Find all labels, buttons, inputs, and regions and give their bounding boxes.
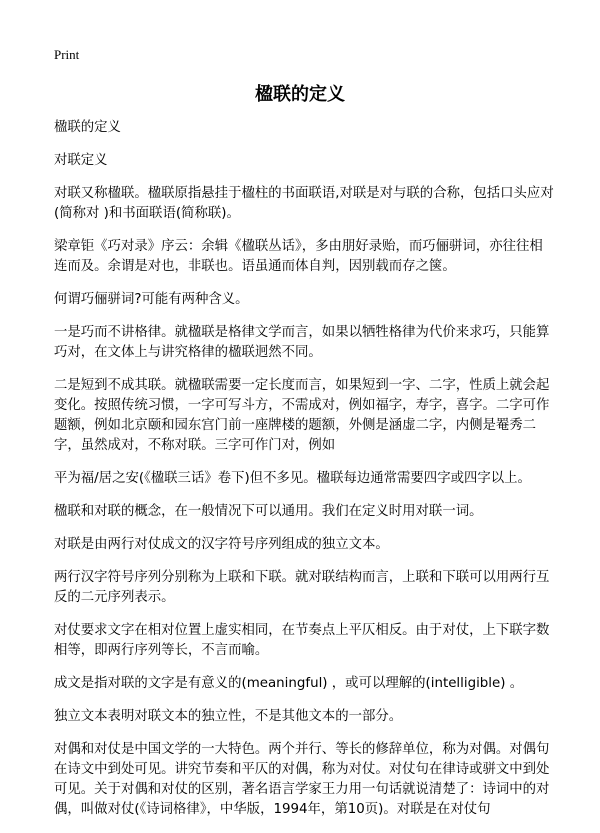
paragraph: 楹联和对联的概念，在一般情况下可以通用。我们在定义时用对联一词。 (54, 504, 483, 519)
paragraph-heading: 楹联的定义 (54, 120, 121, 135)
paragraph-subheading: 对联定义 (54, 153, 108, 168)
paragraph: 梁章钜《巧对录》序云：余辑《楹联丛话》，多由朋好录贻，而巧俪骈词，亦往往相连而及。余谓是对也，非联也。语虽通而体自判，因别载而存之箧。 (54, 239, 543, 274)
paragraph: 对偶和对仗是中国文学的一大特色。两个并行、等长的修辞单位，称为对偶。对偶句在诗文中到处可见。讲究节奏和平仄的对偶，称为对仗。对仗句在律诗或骈文中到处可见。关于对偶和对仗的区别，著名语言学家王力用一句话就说清楚了：诗词中的对偶，叫做对仗(《诗词格律》，中华版，1994年，第10页)。对联是在对仗句 (54, 742, 550, 817)
paragraph: 一是巧而不讲格律。就楹联是格律文学而言，如果以牺牲格律为代价来求巧，只能算巧对，在文体上与讲究格律的楹联迥然不同。 (54, 325, 550, 360)
paragraph: 何谓巧俪骈词?可能有两种含义。 (54, 292, 249, 307)
paragraph: 独立文本表明对联文本的独立性，不是其他文本的一部分。 (54, 709, 403, 724)
paragraph: 两行汉字符号序列分别称为上联和下联。就对联结构而言，上联和下联可以用两行互反的二元序列表示。 (54, 570, 550, 605)
print-link[interactable]: Print (54, 47, 80, 62)
paragraph: 成文是指对联的文字是有意义的(meaningful) ，或可以理解的(intelligible) 。 (54, 676, 524, 691)
paragraph: 对联又称楹联。楹联原指悬挂于楹柱的书面联语,对联是对与联的合称，包括口头应对(简称对 )和书面联语(简称联)。 (54, 186, 554, 221)
paragraph: 平为福/居之安(《楹联三话》卷下)但不多见。楹联每边通常需要四字或四字以上。 (54, 471, 531, 486)
paragraph: 二是短到不成其联。就楹联需要一定长度而言，如果短到一字、二字，性质上就会起变化。按照传统习惯，一字可写斗方，不需成对，例如福字，寿字，喜字。二字可作题额，例如北京颐和园东宫门前一座牌楼的题额，外侧是涵虚二字，内侧是罨秀二字，虽然成对，不称对联。三字可作门对，例如 (54, 378, 550, 453)
paragraph: 对联是由两行对仗成文的汉字符号序列组成的独立文本。 (54, 537, 389, 552)
page-title: 楹联的定义 (255, 84, 345, 105)
article-body (54, 118, 554, 833)
paragraph: 对仗要求文字在相对位置上虚实相同，在节奏点上平仄相反。由于对仗，上下联字数相等，即两行序列等长，不言而喻。 (54, 623, 550, 658)
